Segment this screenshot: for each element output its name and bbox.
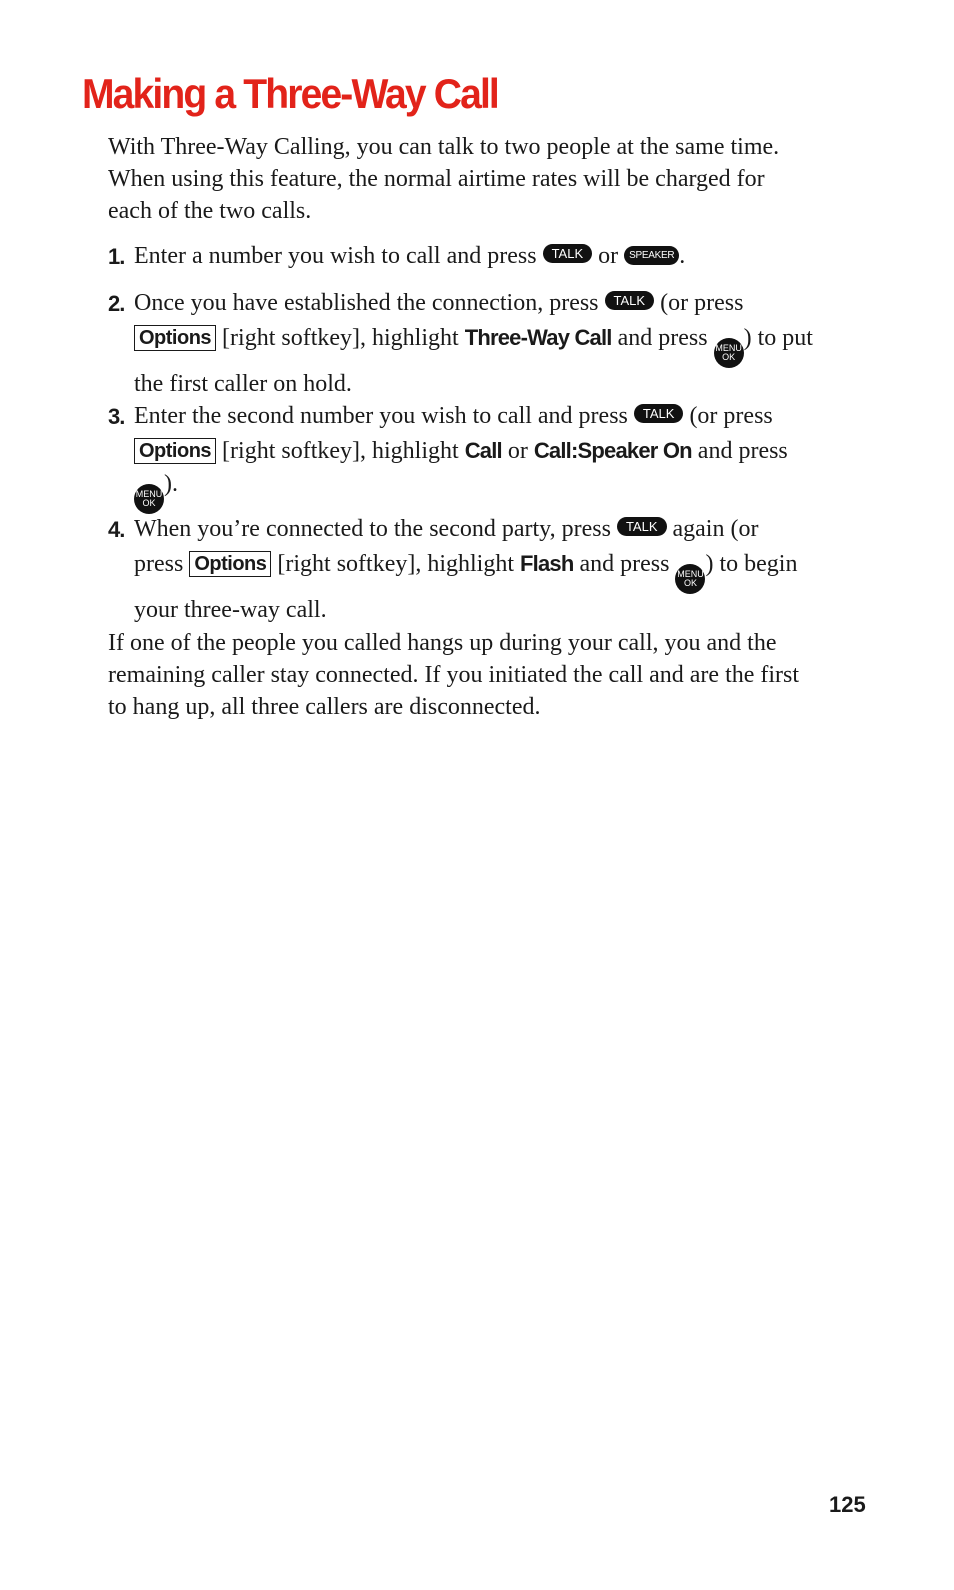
menu-option-three-way-call: Three-Way Call	[464, 324, 612, 350]
step-text: Once you have established the connection, press TALK (or press Options [right softkey], highlight Three-Way Call and press MENU OK ) to put the first caller on hold.	[134, 290, 813, 397]
step-number: 2.	[108, 291, 125, 316]
intro-paragraph: With Three-Way Calling, you can talk to two people at the same time. When using this feature, the normal airtime rates will be charged for each of the two calls.	[108, 134, 780, 224]
menu-option-call-speaker-on: Call:Speaker On	[533, 437, 692, 463]
talk-key-icon: TALK	[543, 244, 593, 263]
options-softkey-label: Options	[134, 438, 216, 464]
speaker-key-icon: SPEAKER	[624, 246, 679, 265]
step-text: Enter the second number you wish to call and press TALK (or press Options [right softkey], highlight Call or Call:Speaker On and press MENU OK ).	[134, 400, 813, 514]
step-text: Enter a number you wish to call and press TALK or SPEAKER .	[134, 243, 686, 269]
step-number: 4.	[108, 517, 125, 542]
menu-ok-key-icon: MENU OK	[134, 484, 164, 514]
talk-key-icon: TALK	[634, 404, 684, 423]
step-3	[108, 400, 813, 514]
menu-ok-key-icon: MENU OK	[675, 564, 705, 594]
step-number: 1.	[108, 244, 125, 269]
options-softkey-label: Options	[189, 551, 271, 577]
options-softkey-label: Options	[134, 325, 216, 351]
step-4	[108, 513, 813, 627]
step-number: 3.	[108, 404, 125, 429]
menu-option-call: Call	[464, 437, 502, 463]
talk-key-icon: TALK	[605, 291, 655, 310]
step-2	[108, 287, 813, 401]
menu-ok-key-icon: MENU OK	[714, 338, 744, 368]
step-text: When you’re connected to the second party, press TALK again (or press Options [right softkey], highlight Flash and press MENU OK ) to begin your three-way call.	[134, 516, 798, 623]
step-1	[108, 240, 813, 274]
page-title: Making a Three-Way Call	[82, 70, 498, 117]
page-number: 125	[829, 1492, 866, 1517]
talk-key-icon: TALK	[617, 517, 667, 536]
menu-option-flash: Flash	[520, 550, 574, 576]
closing-paragraph: If one of the people you called hangs up during your call, you and the remaining caller stay connected. If you initiated the call and are the first to hang up, all three callers are disconnected.	[108, 630, 800, 720]
